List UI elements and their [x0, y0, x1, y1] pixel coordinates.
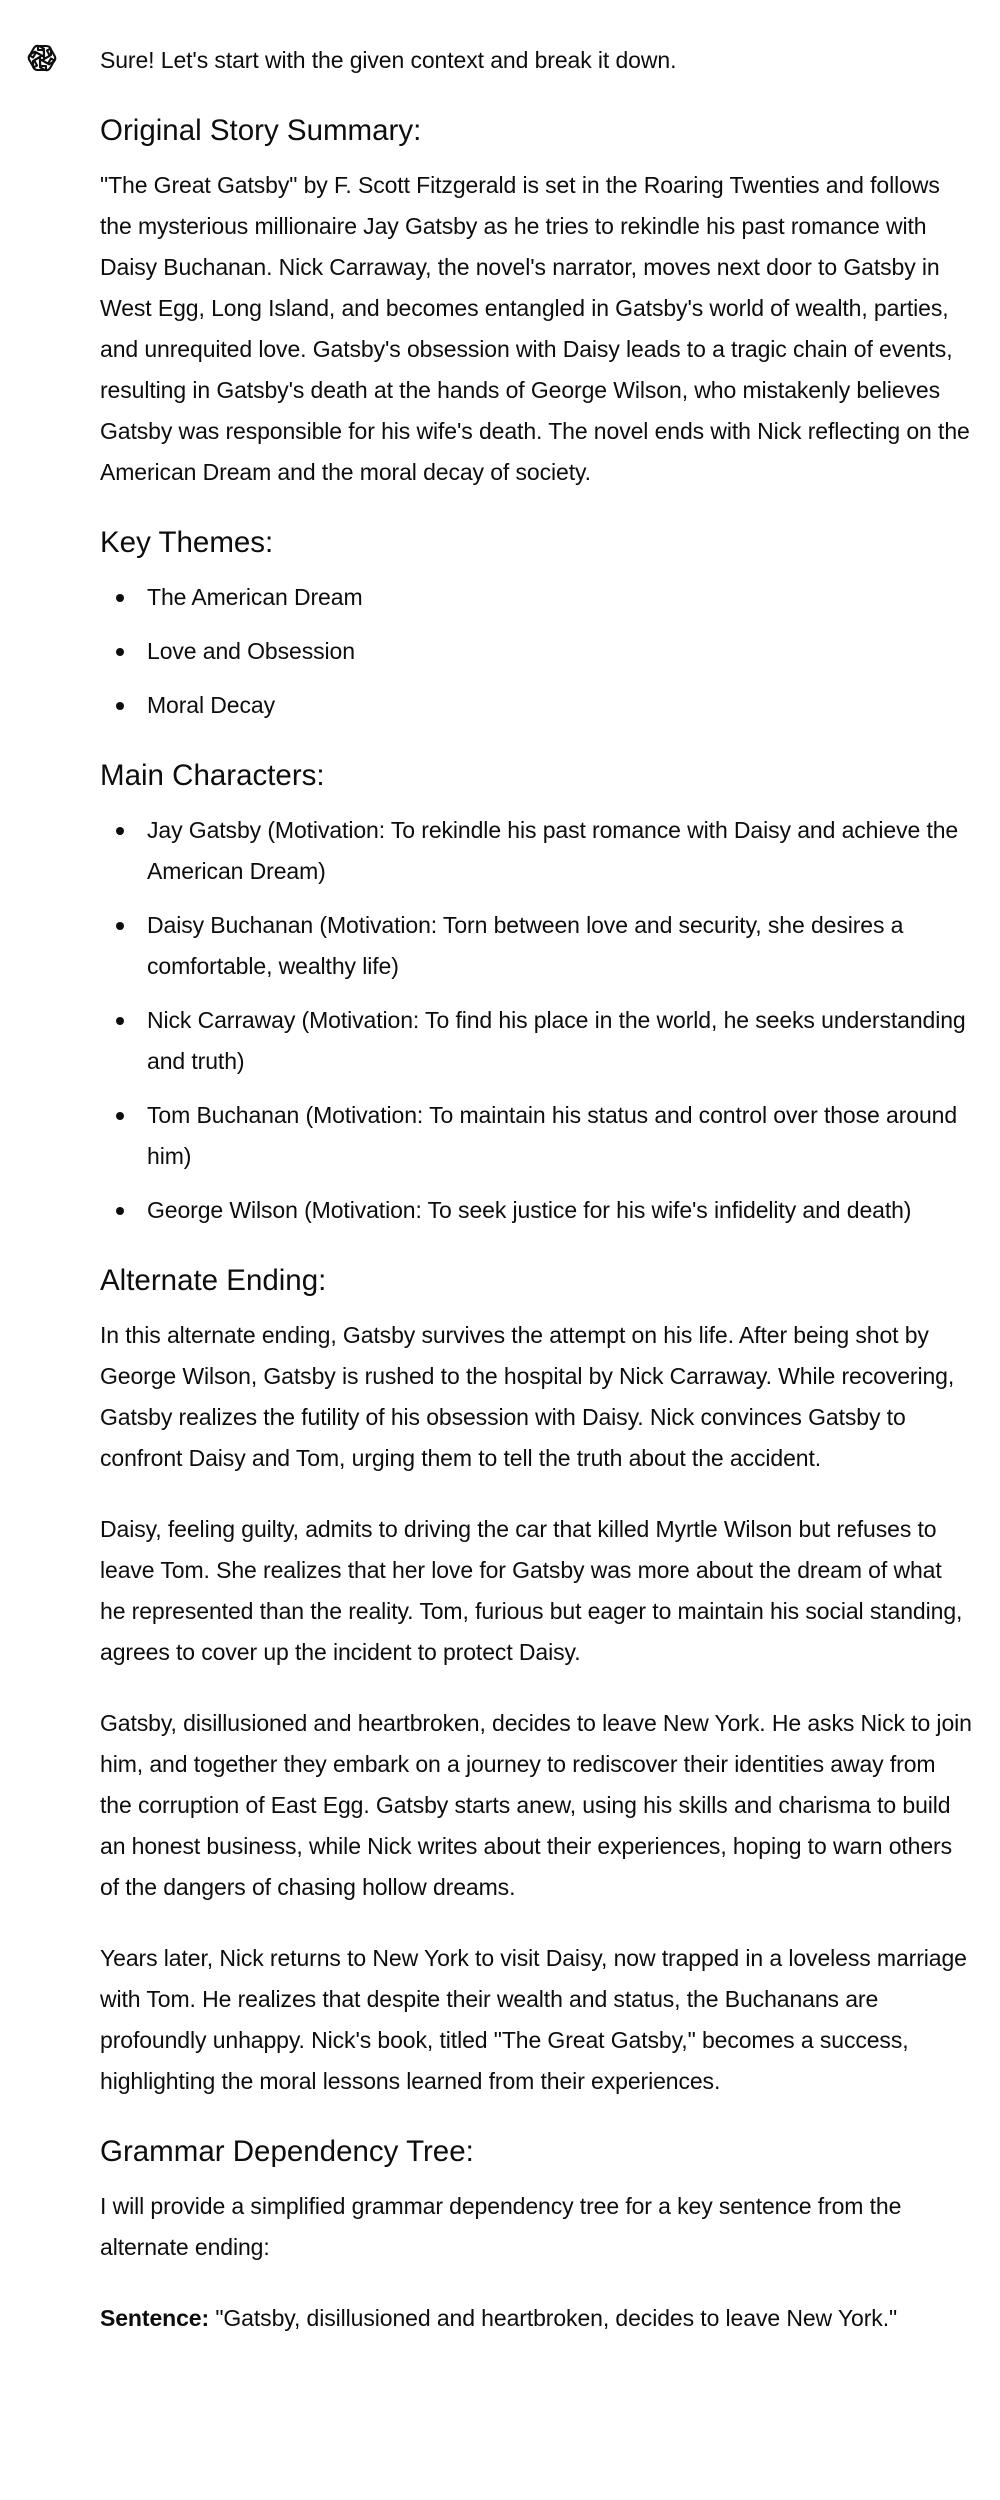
grammar-heading: Grammar Dependency Tree:: [100, 2135, 474, 2168]
list-item: [100, 1095, 972, 1177]
list-item: [100, 1190, 972, 1231]
themes-list: [100, 577, 972, 726]
grammar-intro: I will provide a simplified grammar dependency tree for a key sentence from the alternate ending:: [100, 2193, 902, 2260]
bullet-icon: [116, 922, 124, 930]
assistant-message: [100, 40, 972, 2369]
alternate-paragraph-3: Gatsby, disillusioned and heartbroken, decides to leave New York. He asks Nick to join him, and together they embark on a journey to rediscover their identities away from the corruption of East Egg. Gatsby starts anew, using his skills and charisma to build an honest business, while Nick writes about their experiences, hoping to warn others of the dangers of chasing hollow dreams.: [100, 1710, 972, 1900]
list-item: [100, 685, 972, 726]
list-item: [100, 810, 972, 892]
intro-text: Sure! Let's start with the given context and break it down.: [100, 47, 677, 73]
bullet-icon: [116, 594, 124, 602]
summary-heading: Original Story Summary:: [100, 114, 422, 147]
theme-text: Love and Obsession: [147, 638, 355, 664]
themes-heading: Key Themes:: [100, 526, 274, 559]
character-text: George Wilson (Motivation: To seek justice for his wife's infidelity and death): [147, 1197, 912, 1223]
bullet-icon: [116, 1207, 124, 1215]
summary-paragraph: "The Great Gatsby" by F. Scott Fitzgerald is set in the Roaring Twenties and follows the mysterious millionaire Jay Gatsby as he tries to rekindle his past romance with Daisy Buchanan. Nick Carraway, the novel's narrator, moves next door to Gatsby in West Egg, Long Island, and becomes entangled in Gatsby's world of wealth, parties, and unrequited love. Gatsby's obsession with Daisy leads to a tragic chain of events, resulting in Gatsby's death at the hands of George Wilson, who mistakenly believes Gatsby was responsible for his wife's death. The novel ends with Nick reflecting on the American Dream and the moral decay of society.: [100, 172, 970, 485]
bullet-icon: [116, 702, 124, 710]
characters-list: [100, 810, 972, 1231]
characters-heading: Main Characters:: [100, 759, 325, 792]
character-text: Daisy Buchanan (Motivation: Torn between love and security, she desires a comfortable, wealthy life): [147, 912, 904, 979]
bullet-icon: [116, 827, 124, 835]
openai-logo-icon: [22, 38, 62, 78]
alternate-paragraph-2: Daisy, feeling guilty, admits to driving the car that killed Myrtle Wilson but refuses to leave Tom. She realizes that her love for Gatsby was more about the dream of what he represented than the reality. Tom, furious but eager to maintain his social standing, agrees to cover up the incident to protect Daisy.: [100, 1516, 963, 1665]
alternate-paragraph-4: Years later, Nick returns to New York to visit Daisy, now trapped in a loveless marriage with Tom. He realizes that despite their wealth and status, the Buchanans are profoundly unhappy. Nick's book, titled "The Great Gatsby," becomes a success, highlighting the moral lessons learned from their experiences.: [100, 1945, 967, 2094]
list-item: [100, 1000, 972, 1082]
theme-text: The American Dream: [147, 584, 363, 610]
bullet-icon: [116, 648, 124, 656]
alternate-ending-heading: Alternate Ending:: [100, 1264, 327, 1297]
bullet-icon: [116, 1112, 124, 1120]
character-text: Tom Buchanan (Motivation: To maintain his status and control over those around him): [147, 1102, 958, 1169]
alternate-paragraph-1: In this alternate ending, Gatsby survives the attempt on his life. After being shot by George Wilson, Gatsby is rushed to the hospital by Nick Carraway. While recovering, Gatsby realizes the futility of his obsession with Daisy. Nick convinces Gatsby to confront Daisy and Tom, urging them to tell the truth about the accident.: [100, 1322, 955, 1471]
sentence-text: "Gatsby, disillusioned and heartbroken, decides to leave New York.": [215, 2305, 898, 2331]
sentence-line: [100, 2298, 972, 2339]
character-text: Nick Carraway (Motivation: To find his place in the world, he seeks understanding and truth): [147, 1007, 966, 1074]
assistant-avatar: [22, 38, 62, 78]
list-item: [100, 577, 972, 618]
character-text: Jay Gatsby (Motivation: To rekindle his past romance with Daisy and achieve the American Dream): [147, 817, 959, 884]
list-item: [100, 905, 972, 987]
bullet-icon: [116, 1017, 124, 1025]
sentence-label: Sentence:: [100, 2305, 210, 2331]
theme-text: Moral Decay: [147, 692, 275, 718]
list-item: [100, 631, 972, 672]
